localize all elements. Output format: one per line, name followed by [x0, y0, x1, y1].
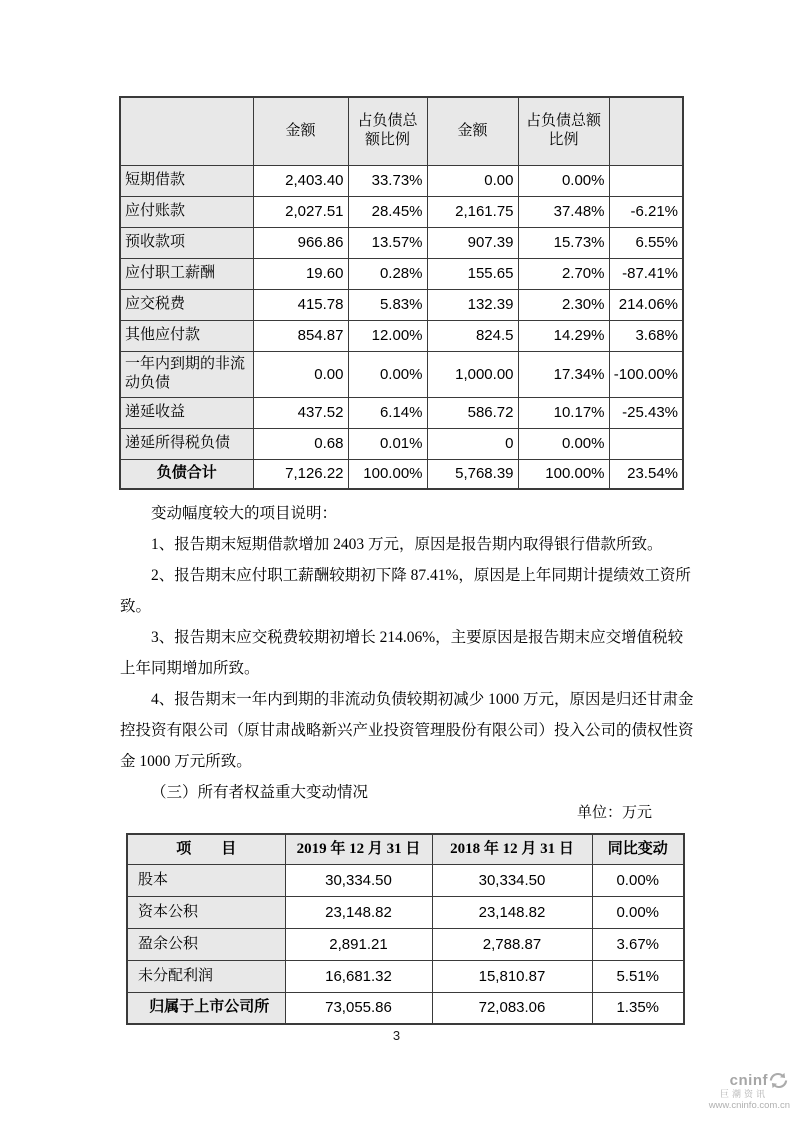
cell-pct-current: 0.01%: [348, 428, 427, 459]
row-label-total: 负债合计: [120, 459, 253, 489]
row-label: 未分配利润: [127, 960, 285, 992]
cell-yoy-change: 5.51%: [592, 960, 684, 992]
cell-amount-current: 966.86: [253, 227, 348, 258]
cninfo-brand-text: cninf: [729, 1072, 768, 1089]
cninfo-url: www.cninfo.com.cn: [708, 1100, 790, 1111]
cell-yoy-change: -87.41%: [609, 258, 683, 289]
cninfo-chinese-name: 巨潮资讯: [719, 1089, 768, 1099]
cell-amount-prior: 155.65: [427, 258, 518, 289]
row-label: 预收款项: [120, 227, 253, 258]
row-label-total: 归属于上市公司所: [127, 992, 285, 1024]
cell-pct-current: 13.57%: [348, 227, 427, 258]
cell-amount-current: 437.52: [253, 397, 348, 428]
row-label: 递延收益: [120, 397, 253, 428]
cell-amount-prior: 907.39: [427, 227, 518, 258]
header-pct-prior: 占负债总额比例: [518, 97, 609, 165]
row-label: 短期借款: [120, 165, 253, 196]
cell-amount-current: 854.87: [253, 320, 348, 351]
cell-amount-current: 415.78: [253, 289, 348, 320]
row-label: 资本公积: [127, 896, 285, 928]
cell-amount-prior: 5,768.39: [427, 459, 518, 489]
cell-pct-prior: 37.48%: [518, 196, 609, 227]
cell-pct-current: 0.28%: [348, 258, 427, 289]
cell-yoy-change: [609, 165, 683, 196]
cell-pct-current: 6.14%: [348, 397, 427, 428]
table-row: [127, 960, 684, 992]
cninfo-swirl-icon: [769, 1072, 788, 1089]
cell-pct-prior: 2.70%: [518, 258, 609, 289]
cell-yoy-change: 3.68%: [609, 320, 683, 351]
cell-amount-current: 19.60: [253, 258, 348, 289]
table-row: [120, 258, 683, 289]
cell-pct-prior: 14.29%: [518, 320, 609, 351]
cell-amount-prior: 0.00: [427, 165, 518, 196]
table-row: [120, 351, 683, 397]
row-label: 应交税费: [120, 289, 253, 320]
cell-yoy-change: -100.00%: [609, 351, 683, 397]
cell-amount-prior: 2,161.75: [427, 196, 518, 227]
cell-pct-current: 5.83%: [348, 289, 427, 320]
cell-amount-current: 7,126.22: [253, 459, 348, 489]
cell-amount-current: 2,403.40: [253, 165, 348, 196]
cell-value-2018: 2,788.87: [432, 928, 592, 960]
cell-value-2018: 15,810.87: [432, 960, 592, 992]
table-row: [127, 896, 684, 928]
cell-value-2019: 73,055.86: [285, 992, 432, 1024]
cell-yoy-change: 3.67%: [592, 928, 684, 960]
unit-label: 单位：万元: [576, 805, 652, 821]
row-label: 应付职工薪酬: [120, 258, 253, 289]
header-pct-current: 占负债总额比例: [348, 97, 427, 165]
table-row: [120, 428, 683, 459]
cell-pct-prior: 0.00%: [518, 165, 609, 196]
cell-amount-current: 0.68: [253, 428, 348, 459]
header-date-2019: 2019 年 12 月 31 日: [285, 834, 432, 864]
header-date-2018: 2018 年 12 月 31 日: [432, 834, 592, 864]
notes-section: [120, 498, 697, 808]
table-header-row: [120, 97, 683, 165]
row-label: 递延所得税负债: [120, 428, 253, 459]
note-item-1: 1、报告期末短期借款增加 2403 万元，原因是报告期内取得银行借款所致。: [151, 536, 663, 553]
cell-amount-prior: 824.5: [427, 320, 518, 351]
cell-pct-prior: 15.73%: [518, 227, 609, 258]
notes-intro: 变动幅度较大的项目说明：: [151, 505, 338, 522]
cell-value-2018: 23,148.82: [432, 896, 592, 928]
cell-amount-current: 0.00: [253, 351, 348, 397]
cell-amount-prior: 586.72: [427, 397, 518, 428]
equity-table: [126, 833, 685, 1025]
cell-yoy-change: 214.06%: [609, 289, 683, 320]
cell-yoy-change: -25.43%: [609, 397, 683, 428]
table-row: [120, 227, 683, 258]
cell-amount-prior: 0: [427, 428, 518, 459]
header-item: 项 目: [127, 834, 285, 864]
cell-yoy-change: 1.35%: [592, 992, 684, 1024]
cell-value-2019: 30,334.50: [285, 864, 432, 896]
page-number: 3: [392, 1028, 401, 1043]
cell-amount-prior: 132.39: [427, 289, 518, 320]
row-label: 其他应付款: [120, 320, 253, 351]
cell-pct-prior: 17.34%: [518, 351, 609, 397]
cell-pct-current: 28.45%: [348, 196, 427, 227]
cell-value-2018: 72,083.06: [432, 992, 592, 1024]
table-header-row: [127, 834, 684, 864]
header-item: [120, 97, 253, 165]
cell-yoy-change: 6.55%: [609, 227, 683, 258]
cell-value-2018: 30,334.50: [432, 864, 592, 896]
section-heading: （三）所有者权益重大变动情况: [151, 784, 369, 801]
row-label: 一年内到期的非流动负债: [120, 351, 253, 397]
cell-yoy-change: 0.00%: [592, 896, 684, 928]
cell-pct-prior: 100.00%: [518, 459, 609, 489]
table-row: [120, 320, 683, 351]
cell-pct-prior: 0.00%: [518, 428, 609, 459]
table-row: [127, 864, 684, 896]
note-item-4: 4、报告期末一年内到期的非流动负债较期初减少 1000 万元，原因是归还甘肃金控投资有限公司（原甘肃战略新兴产业投资管理股份有限公司）投入公司的债权性资金 1000 万元所致。: [120, 691, 694, 770]
cell-value-2019: 23,148.82: [285, 896, 432, 928]
cell-amount-current: 2,027.51: [253, 196, 348, 227]
cell-yoy-change: -6.21%: [609, 196, 683, 227]
cell-value-2019: 16,681.32: [285, 960, 432, 992]
cell-yoy-change: 0.00%: [592, 864, 684, 896]
table-row: [120, 165, 683, 196]
cell-yoy-change: [609, 428, 683, 459]
table-row: [120, 196, 683, 227]
cninfo-brand-row: [694, 1072, 790, 1089]
cninfo-logo: [694, 1072, 790, 1112]
cell-pct-prior: 2.30%: [518, 289, 609, 320]
header-amount-current: 金额: [253, 97, 348, 165]
table-total-row: [120, 459, 683, 489]
cell-amount-prior: 1,000.00: [427, 351, 518, 397]
note-item-2: 2、报告期末应付职工薪酬较期初下降 87.41%，原因是上年同期计提绩效工资所致。: [120, 567, 691, 615]
note-item-3: 3、报告期末应交税费较期初增长 214.06%，主要原因是报告期末应交增值税较上年同期增加所致。: [120, 629, 684, 677]
cell-pct-current: 100.00%: [348, 459, 427, 489]
table-total-row: [127, 992, 684, 1024]
cell-pct-current: 0.00%: [348, 351, 427, 397]
cell-value-2019: 2,891.21: [285, 928, 432, 960]
cell-pct-prior: 10.17%: [518, 397, 609, 428]
cell-pct-current: 33.73%: [348, 165, 427, 196]
cell-yoy-change: 23.54%: [609, 459, 683, 489]
table-row: [127, 928, 684, 960]
header-yoy-change: [609, 97, 683, 165]
liabilities-table: [119, 96, 684, 490]
cell-pct-current: 12.00%: [348, 320, 427, 351]
row-label: 盈余公积: [127, 928, 285, 960]
row-label: 股本: [127, 864, 285, 896]
header-amount-prior: 金额: [427, 97, 518, 165]
table-row: [120, 397, 683, 428]
table-row: [120, 289, 683, 320]
row-label: 应付账款: [120, 196, 253, 227]
header-yoy-change: 同比变动: [592, 834, 684, 864]
